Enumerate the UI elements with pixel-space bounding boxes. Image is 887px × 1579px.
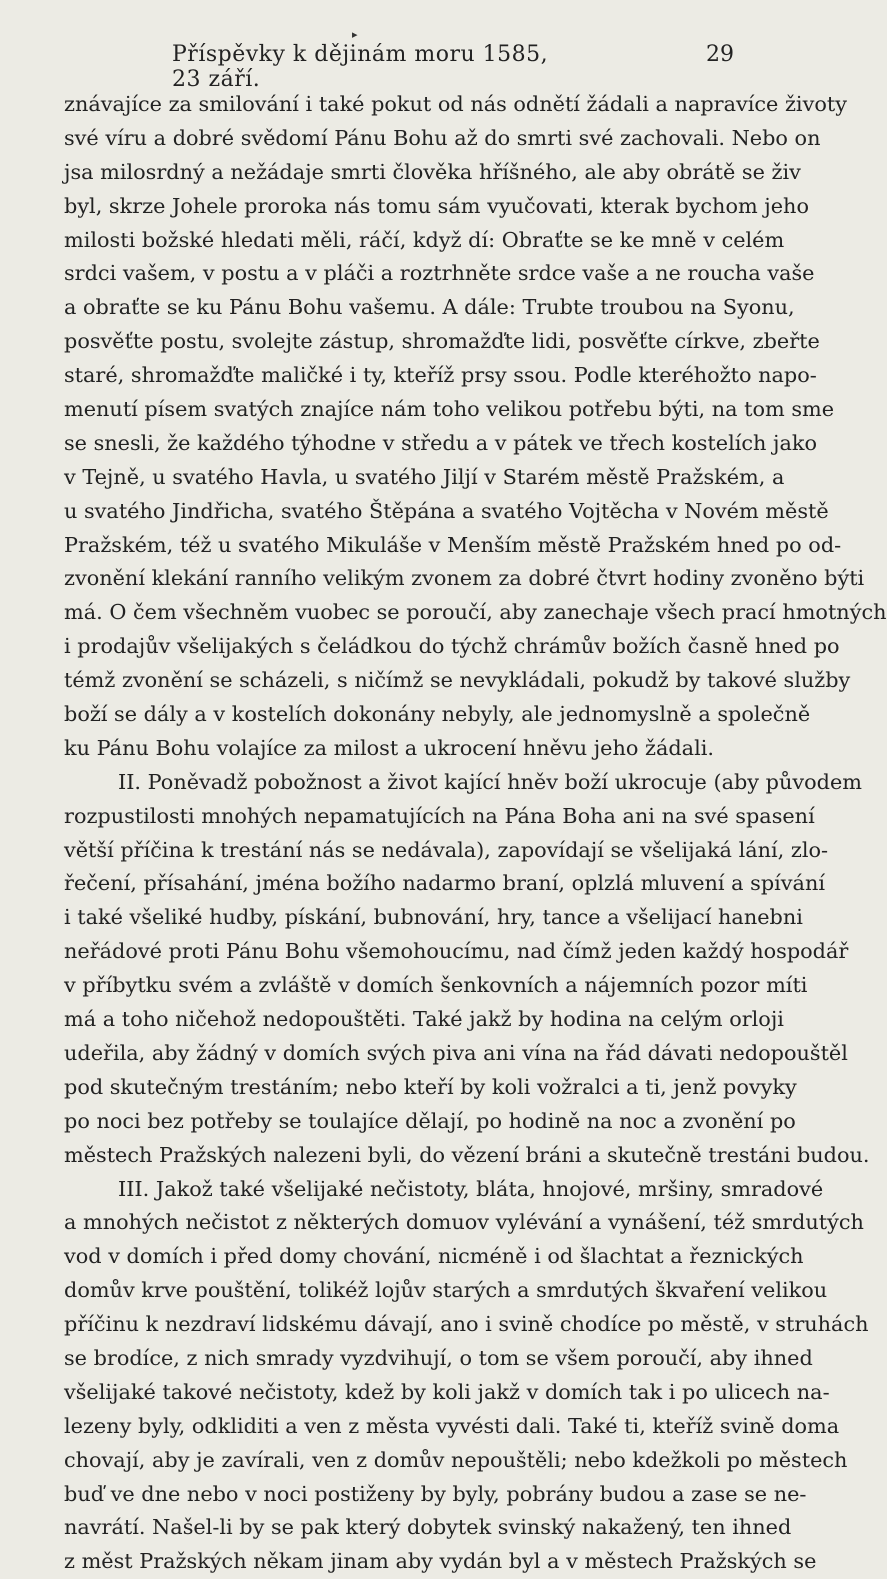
text-line: i prodajův všelijakých s čeládkou do týchž chrámův božích časně hned po — [64, 634, 840, 659]
section-start-line: II. Poněvadž pobožnost a život kající hněv boží ukrocuje (aby původem — [118, 769, 862, 794]
text-line: větší příčina k trestání nás se nedávala), zapovídají se všelijaká lání, zlo- — [64, 837, 829, 862]
text-line: své víru a dobré svědomí Pánu Bohu až do smrti své zachovali. Nebo on — [64, 125, 821, 150]
text-line: i také všeliké hudby, pískání, bubnování, hry, tance a všelijací hanebni — [64, 905, 803, 930]
text-line: v Tejně, u svatého Havla, u svatého Jiljí v Starém městě Pražském, a — [64, 464, 785, 489]
text-line: všelijaké takové nečistoty, kdež by koli jakž v domích tak i po ulicech na- — [64, 1379, 830, 1404]
header-mark: ▸ — [352, 28, 358, 41]
text-line: a mnohých nečistot z některých domuov vylévání a vynášení, též smrdutých — [64, 1210, 864, 1235]
text-line: vod v domích i před domy chování, nicméně i od šlachtat a řeznických — [64, 1244, 804, 1269]
text-line: znávajíce za smilování i také pokut od nás odnětí žádali a napravíce životy — [64, 92, 847, 116]
text-line: se brodíce, z nich smrady vyzdvihují, o tom se všem poroučí, aby ihned — [64, 1345, 813, 1370]
text-line: městech Pražských nalezeni byli, do vězení bráni a skutečně trestáni budou. — [64, 1142, 870, 1167]
text-line: z měst Pražských někam jinam aby vydán byl a v městech Pražských se — [64, 1549, 817, 1574]
text-line: má. O čem všechněm vuobec se poroučí, aby zanechaje všech prací hmotných — [64, 600, 887, 625]
text-line: po noci bez potřeby se toulajíce dělají, po hodině na noc a zvonění po — [64, 1108, 796, 1133]
text-line: domův krve pouštění, tolikéž lojův starých a smrdutých škvaření velikou — [64, 1278, 828, 1303]
text-line: posvěťte postu, svolejte zástup, shromažďte lidi, posvěťte církve, zbeřte — [64, 329, 820, 354]
running-title: Příspěvky k dějinám moru 1585, 23 září. — [172, 42, 549, 92]
text-line: lezeny byly, odkliditi a ven z města vyvésti dali. Také ti, kteříž svině doma — [64, 1413, 840, 1438]
text-line: řečení, přísahání, jména božího nadarmo braní, oplzlá mluvení a spívání — [64, 871, 825, 896]
text-line: se snesli, že každého týhodne v středu a v pátek ve třech kostelích jako — [64, 430, 818, 455]
text-line: pod skutečným trestáním; nebo kteří by koli vožralci a ti, jenž povyky — [64, 1074, 797, 1099]
text-line: milosti božské hledati měli, ráčí, když dí: Obraťte se ke mně v celém — [64, 227, 785, 252]
text-line: rozpustilosti mnohých nepamatujících na Pána Boha ani na své spasení — [64, 803, 815, 828]
body-text — [64, 88, 887, 1579]
section-start-line: III. Jakož také všelijaké nečistoty, bláta, hnojové, mršiny, smradové — [118, 1176, 824, 1201]
text-line: staré, shromažďte maličké i ty, kteříž prsy ssou. Podle kteréhožto napo- — [64, 363, 817, 388]
text-line: buď ve dne nebo v noci postiženy by byly, pobrány budou a zase se ne- — [64, 1481, 807, 1506]
text-line: ku Pánu Bohu volajíce za milost a ukrocení hněvu jeho žádali. — [64, 735, 714, 760]
text-line: menutí písem svatých znajíce nám toho velikou potřebu býti, na tom sme — [64, 397, 835, 422]
text-line: má a toho ničehož nedopouštěti. Také jakž by hodina na celým orloji — [64, 1007, 784, 1032]
text-line: zvonění klekání ranního velikým zvonem za dobré čtvrt hodiny zvoněno býti — [64, 566, 865, 591]
text-line: srdci vašem, v postu a v pláči a roztrhněte srdce vaše a ne roucha vaše — [64, 261, 815, 286]
text-line: v příbytku svém a zvláště v domích šenkovních a nájemních pozor míti — [64, 973, 808, 998]
text-line: chovají, aby je zavírali, ven z domův nepouštěli; nebo kdežkoli po městech — [64, 1447, 848, 1472]
text-line: udeřila, aby žádný v domích svých piva ani vína na řád dávati nedopouštěl — [64, 1040, 848, 1065]
text-line: Pražském, též u svatého Mikuláše v Menším městě Pražském hned po od- — [64, 532, 842, 557]
text-line: jsa milosrdný a nežádaje smrti člověka hříšného, ale aby obrátě se živ — [64, 159, 801, 184]
text-line: u svatého Jindřicha, svatého Štěpána a svatého Vojtěcha v Novém městě — [64, 498, 829, 523]
text-line: témž zvonění se scházeli, s ničímž se nevykládali, pokudž by takové služby — [64, 668, 851, 693]
text-line: příčinu k nezdraví lidskému dávají, ano i svině chodíce po městě, v struhách — [64, 1312, 869, 1337]
text-line: byl, skrze Johele proroka nás tomu sám vyučovati, kterak bychom jeho — [64, 193, 809, 218]
page-number: 29 — [706, 42, 734, 67]
text-line: navrátí. Našel-li by se pak který dobytek svinský nakažený, ten ihned — [64, 1515, 792, 1540]
text-line: boží se dály a v kostelích dokonány nebyly, ale jednomyslně a společně — [64, 702, 811, 727]
text-line: neřádové proti Pánu Bohu všemohoucímu, nad čímž jeden každý hospodář — [64, 939, 849, 964]
text-line: a obraťte se ku Pánu Bohu vašemu. A dále: Trubte troubou na Syonu, — [64, 295, 795, 320]
